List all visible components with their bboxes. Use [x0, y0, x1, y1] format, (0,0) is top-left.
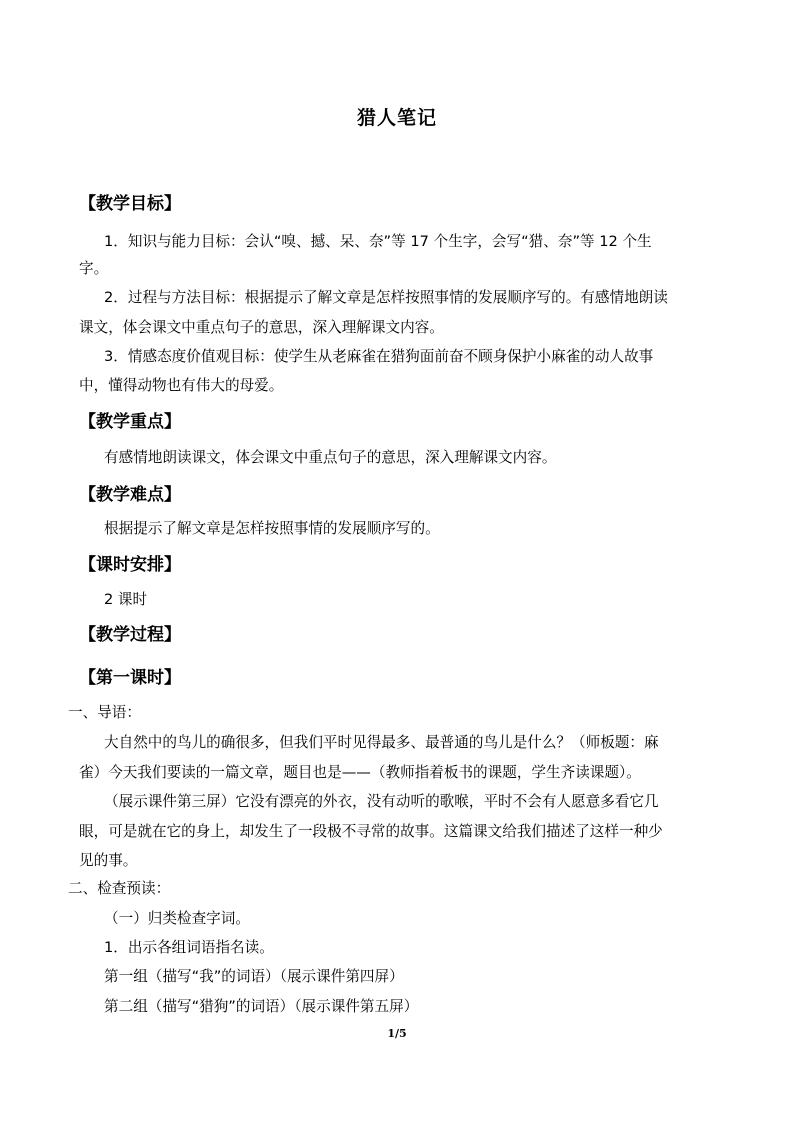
intro-line-4: 眼，可是就在它的身上，却发生了一段极不寻常的故事。这篇课文给我们描述了这样一种少: [79, 823, 663, 840]
part-two-title: 二、检查预读：: [68, 880, 171, 897]
schedule-text: 2 课时: [104, 591, 148, 608]
document-title: 猎人笔记: [356, 107, 437, 129]
objective-line-5: 3．情感态度价值观目标：使学生从老麻雀在猎狗面前奋不顾身保护小麻雀的动人故事: [104, 348, 654, 365]
objective-line-3: 2．过程与方法目标：根据提示了解文章是怎样按照事情的发展顺序写的。有感情地朗读: [104, 289, 668, 306]
part-one-title: 一、导语：: [68, 704, 141, 721]
key-points-text: 有感情地朗读课文，体会课文中重点句子的意思，深入理解课文内容。: [104, 449, 557, 466]
objective-line-6: 中，懂得动物也有伟大的母爱。: [79, 377, 284, 394]
intro-line-1: 大自然中的鸟儿的确很多，但我们平时见得最多、最普通的鸟儿是什么？（师板题：麻: [104, 734, 659, 751]
difficulties-text: 根据提示了解文章是怎样按照事情的发展顺序写的。: [104, 520, 440, 537]
preview-line-3: 第一组（描写“我”的词语）（展示课件第四屏）: [104, 968, 404, 985]
preview-line-4: 第二组（描写“猎狗”的词语）（展示课件第五屏）: [104, 998, 419, 1015]
objective-line-4: 课文，体会课文中重点句子的意思，深入理解课文内容。: [79, 319, 444, 336]
section-heading-schedule: 【课时安排】: [79, 555, 181, 575]
section-heading-key-points: 【教学重点】: [79, 412, 181, 432]
page-number: 1/5: [387, 1027, 407, 1040]
intro-line-5: 见的事。: [79, 852, 138, 869]
lesson-one-heading: 【第一课时】: [79, 668, 181, 688]
section-heading-process: 【教学过程】: [79, 625, 181, 645]
intro-line-3: （展示课件第三屏）它没有漂亮的外衣，没有动听的歌喉，平时不会有人愿意多看它几: [104, 793, 659, 810]
preview-line-2: 1．出示各组词语指名读。: [104, 939, 274, 956]
section-heading-difficulties: 【教学难点】: [79, 485, 181, 505]
objective-line-2: 字。: [79, 260, 109, 277]
objective-line-1: 1．知识与能力目标：会认“嗅、撼、呆、奈”等 17 个生字，会写“猎、奈”等 12 个生: [104, 233, 652, 250]
intro-line-2: 雀）今天我们要读的一篇文章，题目也是——（教师指着板书的课题，学生齐读课题）。: [79, 764, 641, 781]
section-heading-objectives: 【教学目标】: [79, 194, 181, 214]
preview-line-1: （一）归类检查字词。: [104, 910, 250, 927]
